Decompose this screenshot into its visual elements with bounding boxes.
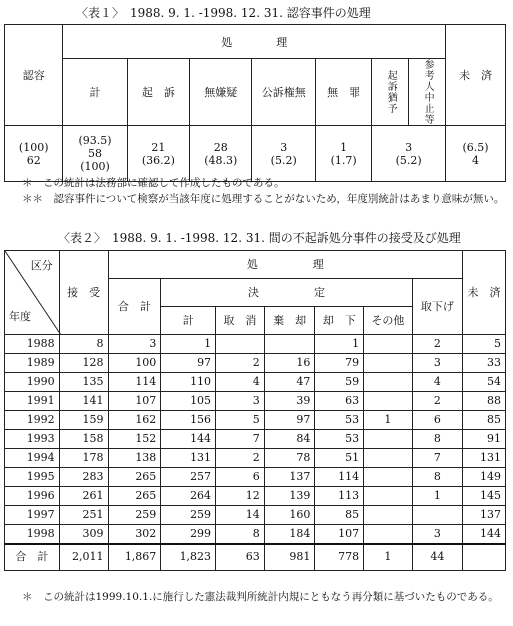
table-cell: 137 xyxy=(264,468,315,487)
table-cell: 131 xyxy=(161,449,216,468)
header-gokei: 合 計 xyxy=(108,279,161,335)
table-cell xyxy=(364,354,413,373)
table-cell: 5 xyxy=(463,335,506,354)
table-cell: 51 xyxy=(315,449,364,468)
table-cell: 162 xyxy=(108,411,161,430)
table-cell: 2 xyxy=(216,449,265,468)
row-year: 1989 xyxy=(5,354,60,373)
table-cell: 8 xyxy=(412,468,463,487)
table-cell: 7 xyxy=(412,449,463,468)
table-cell: 97 xyxy=(264,411,315,430)
total-cell: 63 xyxy=(216,544,265,570)
row-year: 1994 xyxy=(5,449,60,468)
table-cell: 2 xyxy=(412,335,463,354)
table-cell: 5 xyxy=(216,411,265,430)
table-cell xyxy=(364,430,413,449)
table-cell: 100 xyxy=(108,354,161,373)
table-cell: 53 xyxy=(315,411,364,430)
table-cell: 3 xyxy=(412,525,463,545)
cell-koso: 3 (5.2) xyxy=(252,126,316,182)
header-shori: 処 理 xyxy=(63,25,446,59)
header-misai: 未 済 xyxy=(446,25,506,126)
table-cell: 131 xyxy=(463,449,506,468)
cell-yuyo: 3 (5.2) xyxy=(372,126,446,182)
table-cell: 141 xyxy=(59,392,108,411)
header-kei: 計 xyxy=(63,59,127,126)
table-cell: 91 xyxy=(463,430,506,449)
table-row xyxy=(5,506,506,525)
table-cell: 107 xyxy=(315,525,364,545)
table-cell: 259 xyxy=(108,506,161,525)
cell-kiso: 21 (36.2) xyxy=(127,126,189,182)
table-row xyxy=(5,449,506,468)
row-year: 1990 xyxy=(5,373,60,392)
table-cell: 309 xyxy=(59,525,108,545)
table-cell: 16 xyxy=(264,354,315,373)
table-cell: 1 xyxy=(412,487,463,506)
table-cell: 259 xyxy=(161,506,216,525)
total-row xyxy=(5,544,506,570)
row-year: 1998 xyxy=(5,525,60,545)
table-cell: 113 xyxy=(315,487,364,506)
table-cell xyxy=(364,449,413,468)
table-cell: 184 xyxy=(264,525,315,545)
table-cell: 265 xyxy=(108,487,161,506)
table-cell: 47 xyxy=(264,373,315,392)
table-cell: 261 xyxy=(59,487,108,506)
note1-a: ＊ この統計は法務部に確認して作成したものである。 xyxy=(22,177,285,189)
table-cell: 114 xyxy=(108,373,161,392)
table-cell: 302 xyxy=(108,525,161,545)
table-cell: 144 xyxy=(463,525,506,545)
table-cell: 85 xyxy=(463,411,506,430)
table-cell: 4 xyxy=(216,373,265,392)
table-cell: 3 xyxy=(216,392,265,411)
table-row xyxy=(5,335,506,354)
table-cell: 59 xyxy=(315,373,364,392)
table-row xyxy=(5,487,506,506)
table-row xyxy=(5,468,506,487)
table-cell: 88 xyxy=(463,392,506,411)
cell-kei: (93.5) 58 (100) xyxy=(63,126,127,182)
table-cell: 78 xyxy=(264,449,315,468)
table-cell: 251 xyxy=(59,506,108,525)
table-cell: 12 xyxy=(216,487,265,506)
table-cell xyxy=(264,335,315,354)
table-cell: 158 xyxy=(59,430,108,449)
row-year: 1996 xyxy=(5,487,60,506)
total-cell: 44 xyxy=(412,544,463,570)
table-cell: 33 xyxy=(463,354,506,373)
table-cell: 160 xyxy=(264,506,315,525)
header-kei2: 計 xyxy=(161,307,216,335)
header-yuyo: 起訴猶予 xyxy=(372,59,409,126)
table-row xyxy=(5,354,506,373)
header-kubun-nendo xyxy=(5,251,60,335)
table-cell: 8 xyxy=(216,525,265,545)
table-cell: 1 xyxy=(364,411,413,430)
table2-title: 〈表２〉 1988. 9. 1. -1998. 12. 31. 間の不起訴処分事件の接受及び処理 xyxy=(58,231,461,245)
table-cell: 265 xyxy=(108,468,161,487)
table-row xyxy=(5,373,506,392)
table-cell: 156 xyxy=(161,411,216,430)
table-cell: 152 xyxy=(108,430,161,449)
table-cell: 145 xyxy=(463,487,506,506)
header-kikyaku: 棄 却 xyxy=(264,307,315,335)
table-cell: 8 xyxy=(59,335,108,354)
table-cell: 39 xyxy=(264,392,315,411)
note2: ＊ この統計は1999.10.1.に施行した憲法裁判所統計内規にともなう再分類に基づいたものである。 xyxy=(22,591,499,603)
header-muzai: 無 罪 xyxy=(315,59,371,126)
table-cell: 85 xyxy=(315,506,364,525)
table-cell xyxy=(364,487,413,506)
header-sanko: 参考人中止等 xyxy=(409,59,446,126)
table1-title: 〈表１〉 1988. 9. 1. -1998. 12. 31. 認容事件の処理 xyxy=(76,6,371,20)
table-cell: 2 xyxy=(216,354,265,373)
header-kubun: 区分 xyxy=(30,259,53,272)
table-cell xyxy=(364,392,413,411)
table1 xyxy=(4,24,506,182)
table-row xyxy=(5,411,506,430)
table-row xyxy=(5,392,506,411)
table-cell xyxy=(364,335,413,354)
total-cell: 1,823 xyxy=(161,544,216,570)
table-cell: 159 xyxy=(59,411,108,430)
table-cell: 264 xyxy=(161,487,216,506)
table-cell: 139 xyxy=(264,487,315,506)
cell-muzai: 1 (1.7) xyxy=(315,126,371,182)
total-cell: 1 xyxy=(364,544,413,570)
table-cell: 1 xyxy=(161,335,216,354)
table-cell: 178 xyxy=(59,449,108,468)
table-cell: 14 xyxy=(216,506,265,525)
table-cell: 257 xyxy=(161,468,216,487)
total-cell: 1,867 xyxy=(108,544,161,570)
table-row xyxy=(5,430,506,449)
row-year: 1993 xyxy=(5,430,60,449)
cell-ninyo: (100) 62 xyxy=(5,126,63,182)
header-shori2: 処 理 xyxy=(108,251,463,279)
table-row xyxy=(5,525,506,545)
table-cell: 128 xyxy=(59,354,108,373)
cell-mukengi: 28 (48.3) xyxy=(190,126,252,182)
table-cell: 53 xyxy=(315,430,364,449)
table-cell: 2 xyxy=(412,392,463,411)
header-sonota: その他 xyxy=(364,307,413,335)
header-setsuju: 接 受 xyxy=(59,251,108,335)
total-cell xyxy=(463,544,506,570)
table-cell: 114 xyxy=(315,468,364,487)
table-cell: 8 xyxy=(412,430,463,449)
row-year: 1992 xyxy=(5,411,60,430)
row-year: 1997 xyxy=(5,506,60,525)
table-cell: 4 xyxy=(412,373,463,392)
table-cell: 137 xyxy=(463,506,506,525)
cell-misai: (6.5) 4 xyxy=(446,126,506,182)
table-cell: 283 xyxy=(59,468,108,487)
table-cell: 105 xyxy=(161,392,216,411)
table-cell: 107 xyxy=(108,392,161,411)
table-cell: 6 xyxy=(412,411,463,430)
table-cell: 144 xyxy=(161,430,216,449)
row-year: 1988 xyxy=(5,335,60,354)
table-cell: 3 xyxy=(412,354,463,373)
table-cell: 299 xyxy=(161,525,216,545)
table-cell xyxy=(364,525,413,545)
table-cell xyxy=(364,373,413,392)
header-kettei: 決 定 xyxy=(161,279,412,307)
table2-body xyxy=(5,335,506,545)
table-cell xyxy=(412,506,463,525)
table-cell: 135 xyxy=(59,373,108,392)
total-cell: 778 xyxy=(315,544,364,570)
table-cell xyxy=(216,335,265,354)
total-cell: 981 xyxy=(264,544,315,570)
table-cell: 6 xyxy=(216,468,265,487)
header-torikeshi: 取 消 xyxy=(216,307,265,335)
total-label: 合 計 xyxy=(5,544,60,570)
table2 xyxy=(4,250,506,571)
table-cell xyxy=(364,506,413,525)
row-year: 1995 xyxy=(5,468,60,487)
header-misai2: 未 済 xyxy=(463,251,506,335)
table-cell: 84 xyxy=(264,430,315,449)
table-cell: 1 xyxy=(315,335,364,354)
table-cell: 63 xyxy=(315,392,364,411)
header-ninyo: 認容 xyxy=(5,25,63,126)
header-koso: 公訴権無 xyxy=(252,59,316,126)
note1-b: ＊＊ 認容事件について検察が当該年度に処理することがないため，年度別統計はあまり意味が無い。 xyxy=(22,193,505,205)
table-cell: 54 xyxy=(463,373,506,392)
header-nendo: 年度 xyxy=(9,310,31,323)
header-torisage: 取下げ xyxy=(412,279,463,335)
table-cell: 79 xyxy=(315,354,364,373)
table-cell: 97 xyxy=(161,354,216,373)
table-cell: 149 xyxy=(463,468,506,487)
table-cell xyxy=(364,468,413,487)
header-mukengi: 無嫌疑 xyxy=(190,59,252,126)
table-cell: 138 xyxy=(108,449,161,468)
header-kyakka: 却 下 xyxy=(315,307,364,335)
table-cell: 110 xyxy=(161,373,216,392)
table-cell: 7 xyxy=(216,430,265,449)
row-year: 1991 xyxy=(5,392,60,411)
table-cell: 3 xyxy=(108,335,161,354)
header-kiso: 起 訴 xyxy=(127,59,189,126)
total-cell: 2,011 xyxy=(59,544,108,570)
